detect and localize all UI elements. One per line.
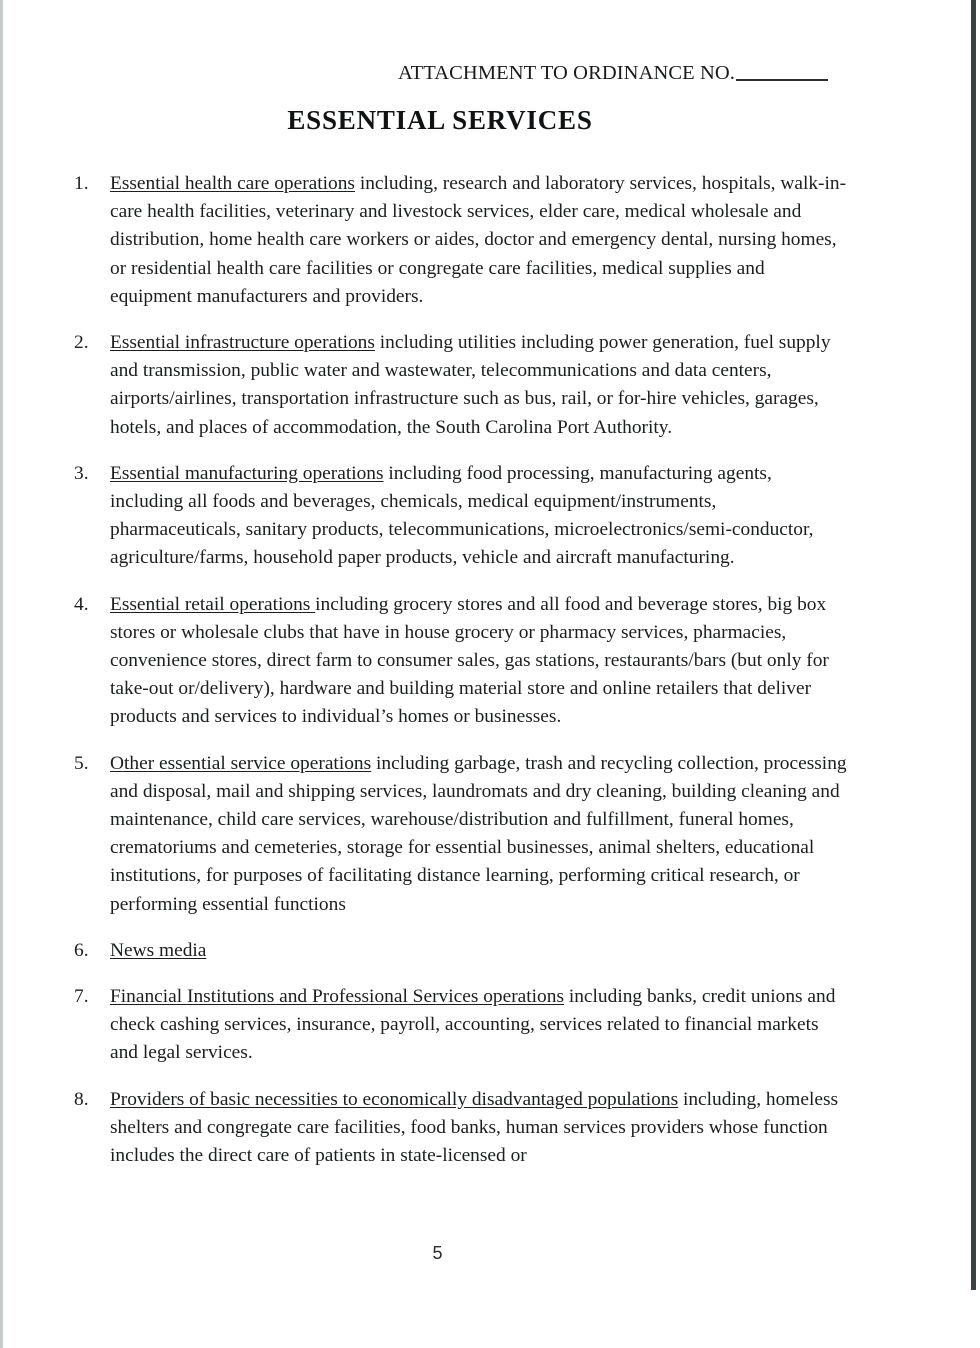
list-item-body: including banks, credit unions and check cashing services, insurance, payroll, accounting, services related to financial markets and legal services. — [110, 986, 836, 1064]
list-item-body: including, research and laboratory services, hospitals, walk-in-care health facilities, veterinary and livestock services, elder care, medical wholesale and distribution, home health care workers or aides, doctor and emergency dental, nursing homes, or residential health care facilities or congregate care facilities, medical supplies and equipment manufacturers and providers. — [110, 173, 847, 307]
list-item-lead: Essential retail operations — [110, 593, 316, 615]
attachment-header-label: ATTACHMENT TO ORDINANCE NO. — [398, 62, 736, 84]
list-item-lead: Providers of basic necessities to economically disadvantaged populations — [110, 1088, 679, 1110]
list-item — [0, 750, 980, 919]
list-item — [0, 1086, 980, 1171]
list-item — [0, 591, 980, 732]
list-item-marker: 5. — [74, 752, 89, 774]
list-item — [0, 170, 980, 311]
list-item-lead: Essential health care operations — [110, 173, 355, 194]
ordinance-number-blank — [736, 79, 828, 81]
list-item-marker: 3. — [74, 462, 89, 484]
list-item-body: including garbage, trash and recycling collection, processing and disposal, mail and shipping services, laundromats and dry cleaning, building cleaning and maintenance, child care services, warehouse/distribution and fulfillment, funeral homes, crematoriums and cemeteries, storage for essential businesses, animal shelters, educational institutions, for purposes of facilitating distance learning, performing critical research, or performing essential functions — [110, 752, 847, 915]
list-item-body: including grocery stores and all food and beverage stores, big box stores or wholesale clubs that have in house grocery or pharmacy services, pharmacies, convenience stores, direct farm to consumer sales, gas stations, restaurants/bars (but only for take-out or/delivery), hardware and building material store and online retailers that deliver products and services to individual’s homes or businesses. — [110, 593, 829, 728]
list-item — [0, 983, 980, 1068]
list-item-marker: 6. — [74, 939, 89, 961]
list-item-body: including, homeless shelters and congregate care facilities, food banks, human services providers whose function includes the direct care of patients in state-licensed or — [110, 1088, 839, 1167]
list-item-marker: 2. — [74, 332, 89, 354]
page-title: ESSENTIAL SERVICES — [287, 105, 593, 135]
attachment-header — [398, 62, 828, 85]
essential-services-list — [0, 170, 980, 1188]
list-item-lead: Financial Institutions and Professional Services operations — [110, 986, 564, 1008]
list-item-body: including food processing, manufacturing agents, including all foods and beverages, chemicals, medical equipment/instruments, pharmaceuticals, sanitary products, telecommunications, microelectronics/semi-conductor, agriculture/farms, household paper products, vehicle and aircraft manufacturing. — [110, 462, 814, 569]
page-number: 5 — [432, 1243, 443, 1263]
list-item-marker: 8. — [74, 1088, 89, 1110]
list-item-lead: News media — [110, 939, 207, 961]
list-item-lead: Essential manufacturing operations — [110, 462, 384, 484]
list-item-body: including utilities including power generation, fuel supply and transmission, public water and wastewater, telecommunications and data centers, airports/airlines, transportation infrastructure such as bus, rail, or for-hire vehicles, garages, hotels, and places of accommodation, the South Carolina Port Authority. — [110, 332, 831, 438]
list-item — [0, 329, 980, 442]
list-item-marker: 7. — [74, 986, 89, 1008]
list-item-lead: Other essential service operations — [110, 752, 372, 774]
list-item-marker: 4. — [74, 593, 89, 615]
list-item — [0, 937, 980, 965]
list-item-lead: Essential infrastructure operations — [110, 332, 375, 354]
list-item — [0, 460, 980, 573]
list-item-marker: 1. — [74, 173, 89, 194]
